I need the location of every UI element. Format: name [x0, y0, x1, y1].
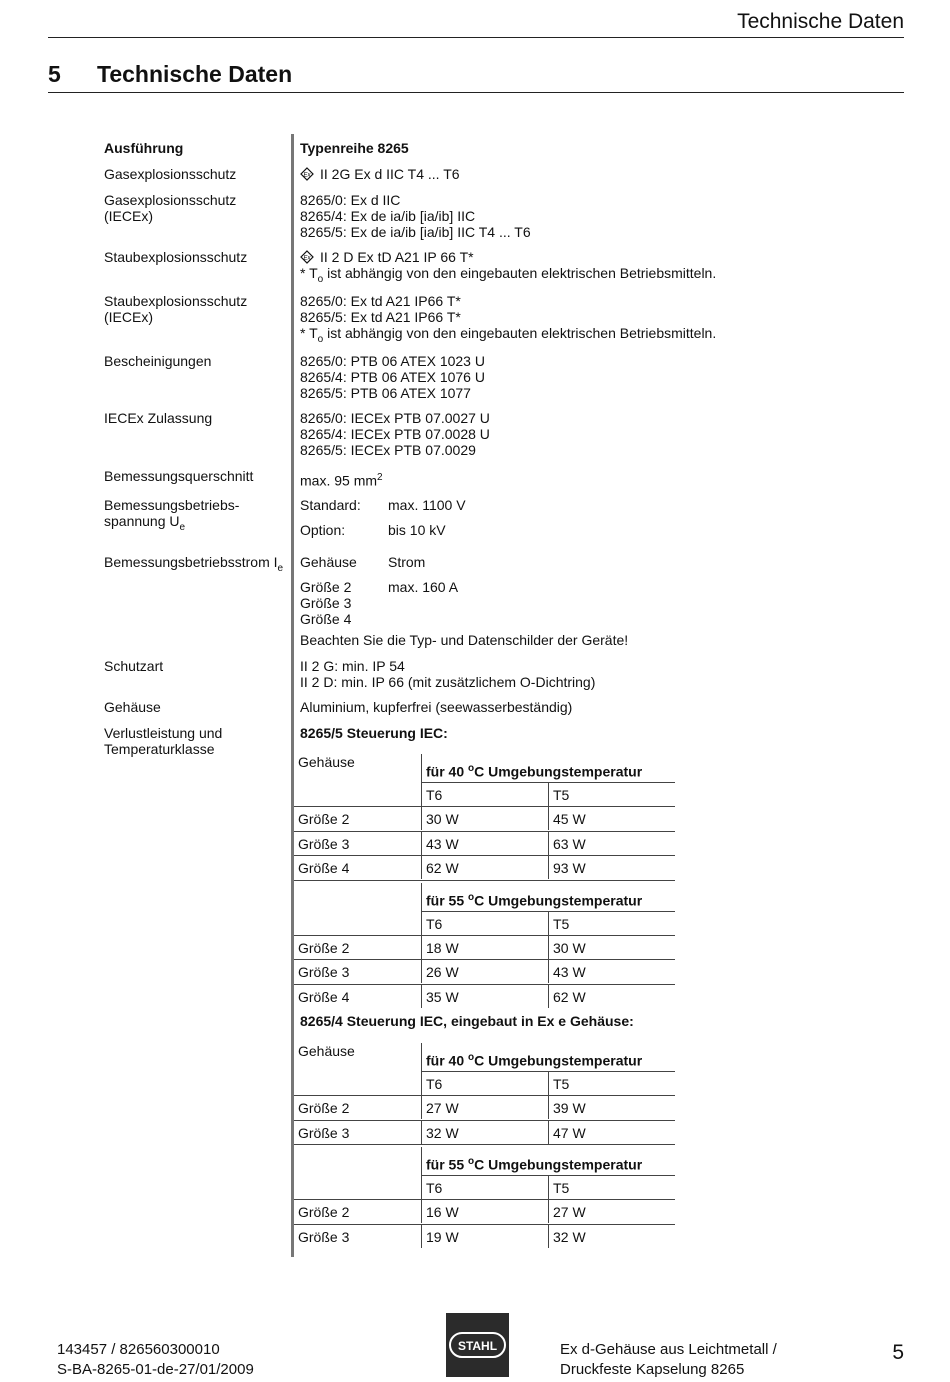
table-row-t5: 93 W	[553, 860, 586, 876]
table-row-t5: 32 W	[553, 1228, 586, 1245]
table-rule	[294, 806, 675, 807]
table-rule	[294, 935, 675, 936]
power-loss-label: Verlustleistung und Temperaturklasse	[104, 725, 223, 757]
rated-current-label: Bemessungsbetriebsstrom $I_e$	[104, 554, 284, 574]
table-row-size: Größe 3	[298, 1124, 350, 1141]
table-row-size: Größe 2	[298, 1100, 350, 1116]
table-divider	[548, 1095, 549, 1119]
table-divider	[421, 754, 422, 806]
column-divider	[291, 134, 294, 1257]
table-divider	[421, 1199, 422, 1223]
table1-title: 8265/5 Steuerung IEC:	[300, 725, 448, 741]
table-row-t5: 63 W	[553, 835, 586, 852]
table2-title: 8265/4 Steuerung IEC, eingebaut in Ex e Gehäuse:	[300, 1013, 634, 1029]
current-max-value: max. 160 A	[388, 579, 459, 595]
table-row-t6: 32 W	[426, 1124, 459, 1141]
table-row-size: Größe 3	[298, 1228, 350, 1245]
housing-label: Gehäuse	[104, 699, 161, 715]
section-number: 5	[48, 61, 61, 87]
table-divider	[421, 1147, 422, 1199]
table-row-t6: 18 W	[426, 939, 459, 956]
table-rule	[294, 855, 675, 856]
table-row-size: Größe 2	[298, 811, 350, 827]
protection-class-values: II 2 G: min. IP 54 II 2 D: min. IP 66 (mit zusätzlichem O-Dichtring)	[300, 658, 596, 690]
table-rule	[294, 1224, 675, 1225]
table-rule	[294, 880, 675, 881]
current-note: Beachten Sie die Typ- und Datenschilder der Geräte!	[300, 632, 629, 648]
table-divider	[548, 855, 549, 879]
section-rule	[48, 92, 904, 93]
gas-protection-value	[300, 166, 460, 182]
table-divider	[421, 1224, 422, 1248]
dust-iecex-values: 8265/0: Ex td A21 IP66 T* 8265/5: Ex td A21 IP66 T* * $T_o$ ist abhängig von den eingebauten elektrischen Betriebsmitteln.	[300, 293, 716, 348]
table-row-t6: 27 W	[426, 1100, 459, 1116]
table-divider	[421, 883, 422, 935]
temperature-header: für 40 $^o$C Umgebungstemperatur	[426, 1052, 643, 1069]
footer-doc-numbers: 143457 / 826560300010 S-BA-8265-01-de-27/01/2009	[57, 1341, 254, 1378]
table-row-size: Größe 3	[298, 835, 350, 852]
table-divider	[548, 1175, 549, 1199]
ex-mark-icon	[300, 167, 314, 181]
table-row-t5: 62 W	[553, 988, 586, 1005]
current-value-header: Strom	[388, 554, 426, 570]
protection-class-label: Schutzart	[104, 658, 164, 674]
gas-protection-text: II 2G Ex d IIC T4 ... T6	[320, 166, 460, 182]
running-header-title: Technische Daten	[737, 10, 904, 33]
current-housing-header: Gehäuse	[300, 554, 357, 570]
page-number: 5	[892, 1341, 904, 1364]
table-rule	[294, 959, 675, 960]
ex-mark-icon	[300, 250, 314, 264]
table-divider	[548, 984, 549, 1008]
table-row-size: Größe 4	[298, 860, 350, 876]
table-rule	[294, 1144, 675, 1145]
gas-iecex-label: Gasexplosionsschutz (IECEx)	[104, 192, 237, 224]
table-row-t5: 30 W	[553, 939, 586, 956]
table-divider	[421, 855, 422, 879]
t5-header: T5	[553, 915, 570, 932]
certificates-label: Bescheinigungen	[104, 353, 212, 369]
table-divider	[548, 1224, 549, 1248]
svg-text:Ex: Ex	[303, 255, 311, 262]
table-row-t6: 16 W	[426, 1204, 459, 1220]
table-divider	[421, 831, 422, 855]
table-row-t5: 45 W	[553, 811, 586, 827]
table-divider	[548, 1199, 549, 1223]
table-row-t6: 26 W	[426, 964, 459, 980]
table-divider	[421, 806, 422, 830]
temperature-header: für 40 $^o$C Umgebungstemperatur	[426, 763, 643, 780]
table-row-t6: 35 W	[426, 988, 459, 1005]
table-divider	[548, 959, 549, 983]
gas-protection-label: Gasexplosionsschutz	[104, 166, 237, 182]
table-row-size: Größe 4	[298, 988, 350, 1005]
voltage-option-value: bis 10 kV	[388, 522, 446, 538]
dust-protection-label: Staubexplosionsschutz	[104, 249, 248, 265]
gas-iecex-values: 8265/0: Ex d IIC 8265/4: Ex de ia/ib [ia/ib] IIC 8265/5: Ex de ia/ib [ia/ib] IIC T4 ... T6	[300, 192, 531, 240]
table-divider	[548, 1120, 549, 1144]
t5-header: T5	[553, 787, 570, 803]
table-row-t6: 62 W	[426, 860, 459, 876]
spec-head-label: Ausführung	[104, 140, 184, 156]
table-row-t6: 19 W	[426, 1228, 459, 1245]
rated-voltage-label: Bemessungsbetriebs- spannung $U_e$	[104, 497, 240, 533]
housing-column-header: Gehäuse	[298, 754, 355, 770]
current-sizes: Größe 2 Größe 3 Größe 4	[300, 579, 352, 627]
table-divider	[421, 1095, 422, 1119]
table-divider	[548, 911, 549, 935]
cross-section-value: max. 95 $mm^2$	[300, 472, 383, 489]
table-rule	[294, 1199, 675, 1200]
table-row-size: Größe 3	[298, 964, 350, 980]
stahl-logo	[446, 1313, 509, 1377]
table-divider	[548, 935, 549, 959]
voltage-option-key: Option:	[300, 522, 346, 538]
table-divider	[421, 1120, 422, 1144]
table-rule	[294, 831, 675, 832]
iecex-approval-values: 8265/0: IECEx PTB 07.0027 U 8265/4: IECEx PTB 07.0028 U 8265/5: IECEx PTB 07.0029	[300, 410, 490, 458]
table-divider	[548, 1071, 549, 1095]
t6-header: T6	[426, 1076, 443, 1092]
table-row-t5: 27 W	[553, 1204, 586, 1220]
section-title: Technische Daten	[97, 61, 293, 87]
table-divider	[421, 959, 422, 983]
table-row-t5: 39 W	[553, 1100, 586, 1116]
temperature-header: für 55 $^o$C Umgebungstemperatur	[426, 891, 643, 909]
dust-iecex-note: * $T_o$ ist abhängig von den eingebauten elektrischen Betriebsmitteln.	[300, 325, 717, 345]
table-row-size: Größe 2	[298, 1204, 350, 1220]
table-divider	[548, 831, 549, 855]
table-row-size: Größe 2	[298, 939, 350, 956]
spec-head-value: Typenreihe 8265	[300, 140, 409, 156]
cross-section-label: Bemessungsquerschnitt	[104, 468, 254, 484]
voltage-standard-value: max. 1100 V	[388, 497, 466, 513]
table-divider	[421, 935, 422, 959]
dust-note: * $T_o$ ist abhängig von den eingebauten elektrischen Betriebsmitteln.	[300, 265, 717, 285]
iecex-approval-label: IECEx Zulassung	[104, 410, 213, 426]
t5-header: T5	[553, 1180, 570, 1196]
table-row-t5: 47 W	[553, 1124, 586, 1141]
table-row-t6: 30 W	[426, 811, 459, 827]
table-divider	[548, 806, 549, 830]
housing-value: Aluminium, kupferfrei (seewasserbeständig)	[300, 699, 573, 715]
footer-product-title: Ex d-Gehäuse aus Leichtmetall / Druckfeste Kapselung 8265	[560, 1341, 777, 1378]
certificates-values: 8265/0: PTB 06 ATEX 1023 U 8265/4: PTB 06 ATEX 1076 U 8265/5: PTB 06 ATEX 1077	[300, 353, 485, 401]
t6-header: T6	[426, 1180, 443, 1196]
header-rule	[48, 37, 904, 38]
table-divider	[548, 782, 549, 806]
voltage-standard-key: Standard:	[300, 497, 361, 513]
table-divider	[421, 984, 422, 1008]
table-row-t6: 43 W	[426, 835, 459, 852]
table-rule	[294, 1095, 675, 1096]
dust-protection-value: Ex II 2 D Ex tD A21 IP 66 T* * $T_o$ ist abhängig von den eingebauten elektrischen Betriebsmitteln.	[300, 249, 716, 288]
table-rule	[294, 984, 675, 985]
dust-iecex-label: Staubexplosionsschutz (IECEx)	[104, 293, 248, 325]
table-rule	[294, 1120, 675, 1121]
t6-header: T6	[426, 915, 443, 932]
temperature-header: für 55 $^o$C Umgebungstemperatur	[426, 1156, 643, 1173]
t5-header: T5	[553, 1076, 570, 1092]
svg-text:Ex: Ex	[303, 172, 311, 179]
table-divider	[421, 1043, 422, 1095]
housing-column-header: Gehäuse	[298, 1043, 355, 1059]
t6-header: T6	[426, 787, 443, 803]
table-row-t5: 43 W	[553, 964, 586, 980]
svg-text:STAHL: STAHL	[457, 1339, 498, 1353]
